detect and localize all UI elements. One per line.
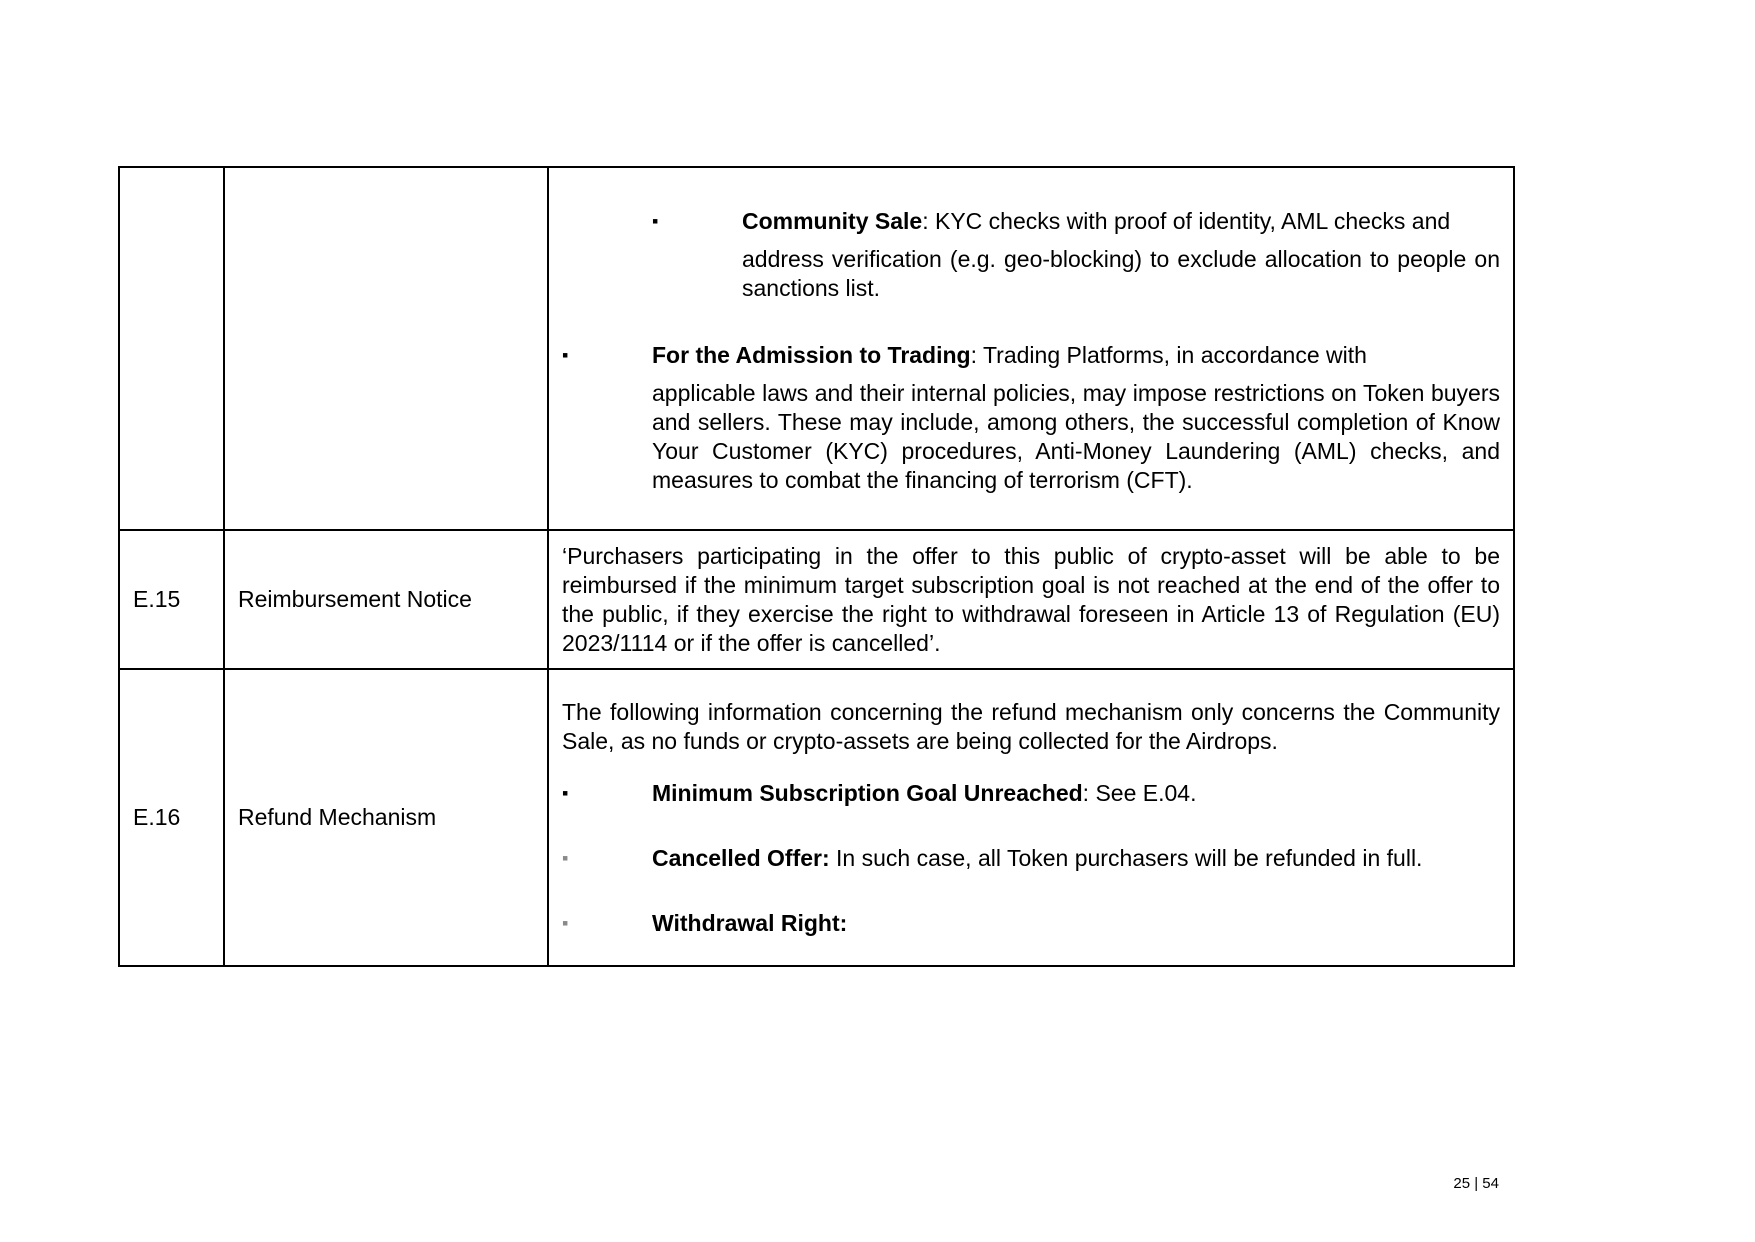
paragraph: The following information concerning the refund mechanism only concerns the Community Sale, as no funds or crypto-assets are being collected for the Airdrops. [562, 698, 1500, 754]
square-bullet-icon: ▪ [652, 210, 659, 231]
bullet-text-continued: applicable laws and their internal policies, may impose restrictions on Token buyers and sellers. These may include, among others, the successful completion of Know Your Customer (KYC) procedures, Anti-Money Laundering (AML) checks, and measures to combat the financing of terrorism (CFT). [652, 379, 1500, 493]
bullet-text: : See E.04. [1082, 779, 1197, 806]
bullet-title: Withdrawal Right: [652, 909, 848, 936]
row-label-cell: Refund Mechanism [224, 669, 548, 966]
document-table [118, 166, 1515, 967]
square-bullet-icon: ▪ [562, 847, 569, 868]
square-bullet-icon: ▪ [562, 344, 569, 365]
list-item [562, 909, 1500, 938]
page-number: 25 | 54 [1453, 1175, 1499, 1192]
row-code-cell: E.15 [119, 530, 224, 669]
list-item [562, 341, 1500, 495]
list-item [562, 779, 1500, 808]
square-bullet-icon: ▪ [562, 912, 569, 933]
bullet-text-continued: address verification (e.g. geo-blocking) to exclude allocation to people on sanctions list. [742, 245, 1500, 301]
bullet-title: For the Admission to Trading [652, 341, 971, 368]
bullet-title: Community Sale [742, 207, 923, 234]
row-content-cell [548, 167, 1514, 530]
bullet-text: : KYC checks with proof of identity, AML checks and [922, 207, 1451, 234]
square-bullet-icon: ▪ [562, 782, 569, 803]
row-label-cell [224, 167, 548, 530]
row-code-cell [119, 167, 224, 530]
bullet-text: In such case, all Token purchasers will be refunded in full. [829, 844, 1423, 871]
row-content-cell: ‘Purchasers participating in the offer to this public of crypto-asset will be able to be reimbursed if the minimum target subscription goal is not reached at the end of the offer to the public, if they exercise the right to withdrawal foreseen in Article 13 of Regulation (EU) 2023/1114 or if the offer is cancelled’. [548, 530, 1514, 669]
bullet-text: : Trading Platforms, in accordance with [970, 341, 1367, 368]
row-code-cell: E.16 [119, 669, 224, 966]
list-item [652, 207, 1500, 303]
bullet-title: Minimum Subscription Goal Unreached [652, 779, 1083, 806]
list-item [562, 844, 1500, 873]
table-row [119, 167, 1514, 530]
bullet-title: Cancelled Offer: [652, 844, 830, 871]
table-row [119, 669, 1514, 966]
row-label-cell: Reimbursement Notice [224, 530, 548, 669]
table-row [119, 530, 1514, 669]
row-content-cell [548, 669, 1514, 966]
